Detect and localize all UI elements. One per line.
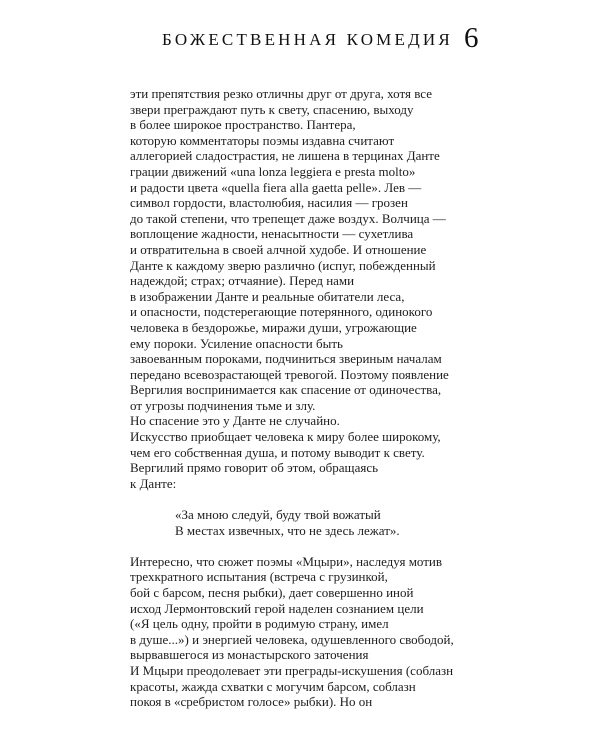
text-line: вырвавшегося из монастырского заточения xyxy=(130,647,369,663)
page-number: 6 xyxy=(464,22,479,54)
text-line: эти препятствия резко отличны друг от друга, хотя все xyxy=(130,86,432,101)
text-line: завоеванным пороками, подчиниться звериным началам xyxy=(130,351,442,367)
text-line: грации движений «una lonza leggiera e presta molto» xyxy=(130,163,416,179)
text-line: символ гордости, властолюбия, насилия — грозен xyxy=(130,195,408,211)
body-text xyxy=(130,86,480,710)
running-title: БОЖЕСТВЕННАЯ КОМЕДИЯ xyxy=(162,30,453,49)
text-line: которую комментаторы поэмы издавна считают xyxy=(130,132,395,148)
text-line: Интересно, что сюжет поэмы «Мцыри», наследуя мотив xyxy=(130,553,443,569)
text-line: передано всевозрастающей тревогой. Поэтому появление xyxy=(130,366,449,382)
text-line: и опасности, подстерегающие потерянного, одинокого xyxy=(130,304,433,320)
text-line: («Я цель одну, пройти в родимую страну, имел xyxy=(130,616,389,632)
text-line: человека в бездорожье, миражи души, угрожающие xyxy=(130,319,417,335)
spacer xyxy=(130,538,480,554)
verse-line: «За мною следуй, буду твой вожатый xyxy=(175,507,381,523)
text-line: чем его собственная душа, и потому выводит к свету. xyxy=(130,444,425,460)
page-header xyxy=(0,22,600,62)
text-line: красоты, жажда схватки с могучим барсом, соблазн xyxy=(130,678,416,694)
verse-quote xyxy=(130,507,480,538)
paragraph-2 xyxy=(130,554,480,710)
text-line: покоя в «сребристом голосе» рыбки). Но он xyxy=(130,694,373,710)
text-line: до такой степени, что трепещет даже воздух. Волчица — xyxy=(130,210,446,226)
text-line: Вергилий прямо говорит об этом, обращаясь xyxy=(130,460,379,476)
text-line: Но спасение это у Данте не случайно. xyxy=(130,413,340,429)
text-line: аллегорией сладострастия, не лишена в терцинах Данте xyxy=(130,148,440,164)
text-line: к Данте: xyxy=(130,475,177,491)
text-line: бой с барсом, песня рыбки), дает совершенно иной xyxy=(130,585,414,600)
text-line: надеждой; страх; отчаяние). Перед нами xyxy=(130,273,355,289)
text-line: трехкратного испытания (встреча с грузинкой, xyxy=(130,569,388,585)
text-line: в душе...») и энергией человека, одушевленного свободой, xyxy=(130,631,454,647)
text-line: исход Лермонтовский герой наделен сознанием цели xyxy=(130,600,424,616)
spacer xyxy=(130,491,480,507)
text-line: и отвратительна в своей алчной худобе. И отношение xyxy=(130,241,427,257)
text-line: воплощение жадности, ненасытности — сухетлива xyxy=(130,226,414,242)
text-line: Данте к каждому зверю различно (испуг, побежденный xyxy=(130,257,436,273)
text-line: и радости цвета «quella fiera alla gaetta pelle». Лев — xyxy=(130,179,422,195)
text-line: от угрозы подчинения тьме и злу. xyxy=(130,397,316,413)
text-line: в изображении Данте и реальные обитатели леса, xyxy=(130,288,405,304)
paragraph-1 xyxy=(130,86,480,491)
text-line: ему пороки. Усиление опасности быть xyxy=(130,335,343,351)
text-line: И Мцыри преодолевает эти преграды-искушения (соблазн xyxy=(130,662,454,678)
text-line: звери преграждают путь к свету, спасению, выходу xyxy=(130,101,414,117)
text-line: Искусство приобщает человека к миру более широкому, xyxy=(130,429,441,445)
text-line: в более широкое пространство. Пантера, xyxy=(130,117,356,133)
verse-line: В местах извечных, что не здесь лежат». xyxy=(175,522,400,538)
text-line: Вергилия воспринимается как спасение от одиночества, xyxy=(130,382,442,398)
